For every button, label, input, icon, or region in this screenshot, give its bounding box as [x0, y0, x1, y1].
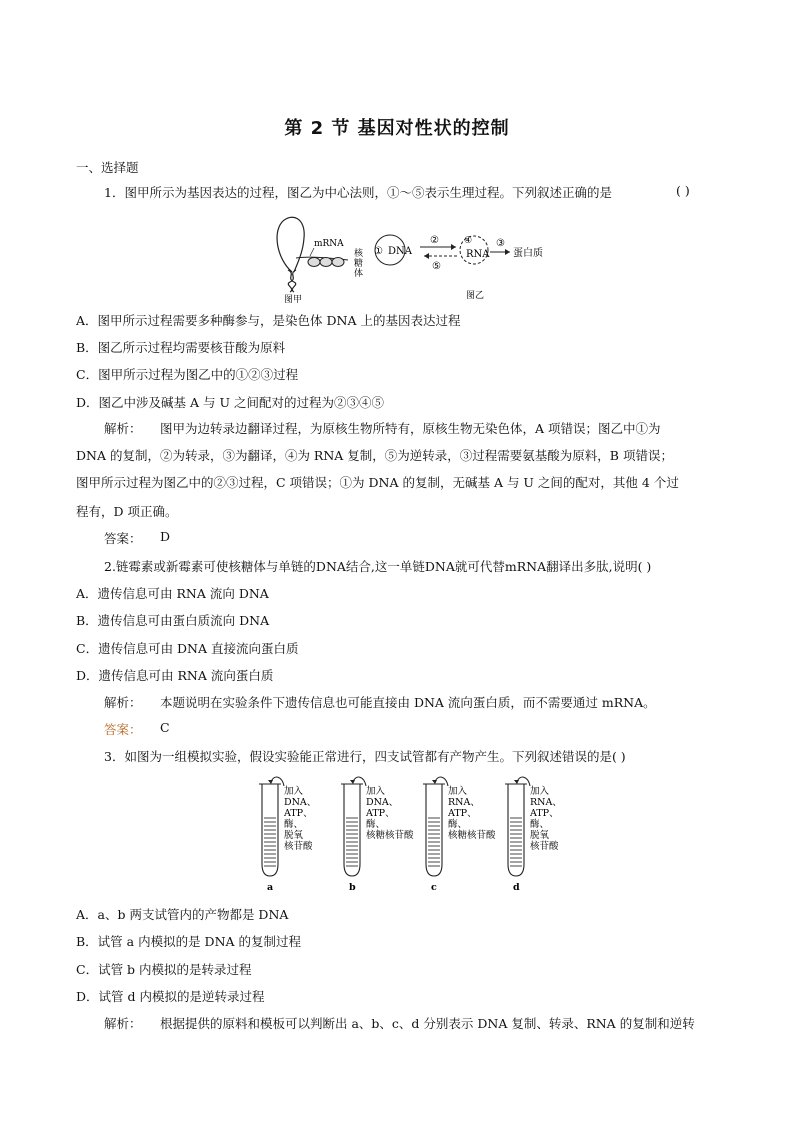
question-1-stem: 1．图甲所示为基因表达的过程，图乙为中心法则，①～⑤表示生理过程。下列叙述正确的是 [104, 185, 612, 200]
tube-reagent-text: 加入 [530, 786, 550, 797]
process-3: ③ [496, 238, 505, 249]
tube-label: a [267, 882, 274, 893]
tube-reagent-text: 核糖核苷酸 [448, 830, 496, 841]
tube-reagent-text: 酶、 [530, 819, 550, 830]
process-4: ④ [464, 236, 473, 246]
q1-answer-label: 答案： [104, 531, 142, 546]
process-5: ⑤ [432, 261, 441, 272]
q1-answer: D [160, 529, 171, 544]
q2-analysis: 本题说明在实验条件下遗传信息也可能直接由 DNA 流向蛋白质，而不需要通过 mRNA。 [160, 695, 656, 710]
section-heading: 一、选择题 [76, 160, 139, 175]
add-arrow-head [514, 780, 519, 784]
question-2-stem: 2.链霉素或新霉素可使核糖体与单链的DNA结合,这一单链DNA就可代替mRNA翻译出多肽,说明( ) [104, 559, 652, 574]
q1-option-c: C．图甲所示过程为图乙中的①②③过程 [76, 367, 299, 382]
q3-analysis-label: 解析： [104, 1016, 142, 1031]
figure-jia-caption: 图甲 [284, 295, 303, 304]
q1-option-a: A．图甲所示过程需要多种酶参与，是染色体 DNA 上的基因表达过程 [76, 313, 461, 328]
q1-analysis-line-4: 程有，D 项正确。 [76, 504, 178, 519]
q2-option-d: D．遗传信息可由 RNA 流向蛋白质 [76, 668, 274, 683]
question-1-paren: ( ) [676, 183, 690, 198]
tube-reagent-text: ATP、 [284, 808, 313, 819]
rna-node: RNA [466, 249, 490, 260]
page-title: 第 2 节 基因对性状的控制 [284, 118, 510, 139]
q2-option-a: A．遗传信息可由 RNA 流向 DNA [76, 586, 269, 601]
tube-reagent-text: 脱氧 [530, 830, 550, 841]
tube-reagent-text: RNA、 [530, 797, 562, 808]
add-arrow-head [350, 780, 355, 784]
test-tube-figure [252, 776, 572, 894]
tube-reagent-text: RNA、 [448, 797, 480, 808]
ribosome [332, 258, 344, 267]
q1-analysis-label: 解析： [104, 421, 142, 436]
dna-node: DNA [388, 246, 412, 257]
test-tube-c [423, 777, 496, 893]
dna-helix [288, 270, 296, 292]
tube-label: b [349, 882, 356, 893]
q2-option-b: B．遗传信息可由蛋白质流向 DNA [76, 613, 270, 628]
q2-answer-label: 答案： [104, 722, 142, 737]
add-arrow-head [268, 780, 273, 784]
dna-loop [277, 217, 304, 272]
tube-reagent-text: 酶、 [284, 819, 304, 830]
test-tube-d [505, 777, 562, 893]
ribosome-label-1: 核 [354, 249, 364, 259]
q1-analysis-line-3: 图甲所示过程为图乙中的②③过程，C 项错误；①为 DNA 的复制，无碱基 A 与 U 之间的配对，其他 4 个过 [76, 475, 679, 490]
tube-reagent-text: 加入 [448, 786, 468, 797]
q1-analysis-line-1: 图甲为边转录边翻译过程，为原核生物所特有，原核生物无染色体，A 项错误；图乙中①为 [160, 421, 661, 436]
ribosome [320, 258, 332, 267]
q1-analysis-line-2: DNA 的复制，②为转录，③为翻译，④为 RNA 复制，⑤为逆转录，③过程需要氨基酸为原料，B 项错误； [76, 448, 673, 463]
q2-analysis-label: 解析： [104, 695, 142, 710]
protein-node: 蛋白质 [513, 248, 543, 259]
figure-jia [270, 212, 370, 304]
add-arrow-head [432, 780, 437, 784]
tube-reagent-text: ATP、 [530, 808, 559, 819]
mrna-label: mRNA [314, 239, 344, 249]
q3-option-b: B．试管 a 内模拟的是 DNA 的复制过程 [76, 934, 302, 949]
q3-option-d: D．试管 d 内模拟的是逆转录过程 [76, 989, 265, 1004]
ribosome-label-2: 糖 [354, 259, 364, 269]
tube-reagent-text: 加入 [284, 786, 304, 797]
figure-yi [370, 226, 560, 306]
tube-reagent-text: 脱氧 [284, 830, 304, 841]
tube-reagent-text: ATP、 [448, 808, 477, 819]
q3-analysis: 根据提供的原料和模板可以判断出 a、b、c、d 分别表示 DNA 复制、转录、RNA 的复制和逆转 [160, 1016, 695, 1031]
test-tube-b [341, 777, 414, 893]
process-2: ② [430, 235, 439, 246]
q3-option-a: A．a、b 两支试管内的产物都是 DNA [76, 907, 289, 922]
q2-answer: C [160, 720, 170, 735]
tube-reagent-text: 加入 [366, 786, 386, 797]
q2-option-c: C．遗传信息可由 DNA 直接流向蛋白质 [76, 641, 299, 656]
question-3-stem: 3．如图为一组模拟实验，假设实验能正常进行，四支试管都有产物产生。下列叙述错误的是( ) [104, 749, 626, 764]
q3-option-c: C．试管 b 内模拟的是转录过程 [76, 962, 252, 977]
tube-label: c [431, 882, 437, 893]
tube-label: d [513, 882, 520, 893]
tube-reagent-text: 酶、 [448, 819, 468, 830]
tube-reagent-text: DNA、 [366, 797, 399, 808]
tube-reagent-text: 核苷酸 [284, 841, 313, 852]
figure-yi-caption: 图乙 [466, 291, 485, 301]
tube-reagent-text: 酶、 [366, 819, 386, 830]
tube-reagent-text: 核苷酸 [530, 841, 559, 852]
q1-option-d: D．图乙中涉及碱基 A 与 U 之间配对的过程为②③④⑤ [76, 395, 384, 410]
process-1: ① [374, 246, 383, 257]
ribosome [308, 258, 320, 267]
tube-reagent-text: 核糖核苷酸 [366, 830, 414, 841]
tube-reagent-text: ATP、 [366, 808, 395, 819]
test-tube-a [259, 777, 316, 893]
test-tubes-svg [252, 776, 572, 894]
tube-reagent-text: DNA、 [284, 797, 317, 808]
q1-option-b: B．图乙所示过程均需要核苷酸为原料 [76, 340, 286, 355]
ribosome-label-3: 体 [354, 269, 364, 279]
